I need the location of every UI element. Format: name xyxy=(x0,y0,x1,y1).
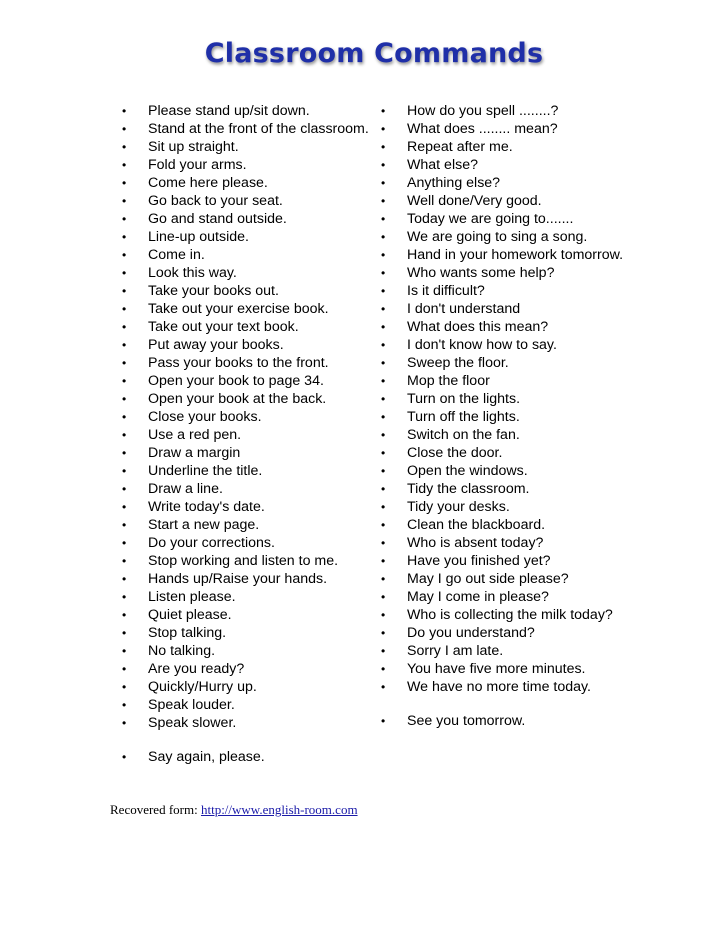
bullet-icon: • xyxy=(381,302,386,316)
bullet-icon: • xyxy=(381,194,386,208)
list-item-text: Draw a margin xyxy=(148,445,241,461)
list-item-text: I don't understand xyxy=(407,301,521,317)
bullet-icon: • xyxy=(122,698,127,712)
list-item-text: You have five more minutes. xyxy=(407,661,586,677)
list-item-text: Open your book to page 34. xyxy=(148,373,324,389)
list-item-text: Hand in your homework tomorrow. xyxy=(407,247,624,263)
bullet-icon: • xyxy=(381,714,386,728)
list-item xyxy=(381,246,643,264)
list-item-text: Open the windows. xyxy=(407,463,528,479)
list-item-text: Write today's date. xyxy=(148,499,265,515)
list-item-text: Is it difficult? xyxy=(407,283,485,299)
list-item xyxy=(122,156,377,174)
bullet-icon: • xyxy=(122,410,127,424)
list-item xyxy=(381,660,643,678)
list-item xyxy=(122,606,377,624)
list-item-text: Sorry I am late. xyxy=(407,643,504,659)
bullet-icon: • xyxy=(381,680,386,694)
list-item xyxy=(381,156,643,174)
bullet-icon: • xyxy=(122,392,127,406)
list-item xyxy=(381,624,643,642)
list-item-text: Close the door. xyxy=(407,445,503,461)
bullet-icon: • xyxy=(381,428,386,442)
list-item-text: Look this way. xyxy=(148,265,237,281)
list-item-text: Stand at the front of the classroom. xyxy=(148,121,369,137)
list-item xyxy=(381,174,643,192)
list-item-text: Take your books out. xyxy=(148,283,279,299)
list-item xyxy=(381,354,643,372)
bullet-icon: • xyxy=(381,608,386,622)
bullet-icon: • xyxy=(122,230,127,244)
bullet-icon: • xyxy=(122,176,127,190)
bullet-icon: • xyxy=(381,248,386,262)
bullet-icon: • xyxy=(381,410,386,424)
list-item-text: Use a red pen. xyxy=(148,427,242,443)
list-item-text: What does this mean? xyxy=(407,319,549,335)
list-item-text: What does ........ mean? xyxy=(407,121,558,137)
bullet-icon: • xyxy=(381,320,386,334)
bullet-icon: • xyxy=(381,590,386,604)
list-item-text: Repeat after me. xyxy=(407,139,513,155)
list-item xyxy=(122,552,377,570)
bullet-icon: • xyxy=(381,500,386,514)
list-item-text: Sit up straight. xyxy=(148,139,239,155)
list-item xyxy=(122,246,377,264)
bullet-icon: • xyxy=(381,572,386,586)
list-item xyxy=(122,498,377,516)
list-item xyxy=(122,696,377,714)
list-item xyxy=(122,120,377,138)
list-item xyxy=(381,480,643,498)
bullet-icon: • xyxy=(381,536,386,550)
bullet-icon: • xyxy=(122,554,127,568)
list-item-text: Listen please. xyxy=(148,589,236,605)
list-item xyxy=(381,498,643,516)
bullet-icon: • xyxy=(381,122,386,136)
bullet-icon: • xyxy=(381,338,386,352)
bullet-icon: • xyxy=(122,356,127,370)
list-item xyxy=(122,372,377,390)
list-item-text: Draw a line. xyxy=(148,481,223,497)
list-item-text: Quickly/Hurry up. xyxy=(148,679,257,695)
list-item xyxy=(122,282,377,300)
list-item xyxy=(122,570,377,588)
list-item-text: No talking. xyxy=(148,643,216,659)
bullet-icon: • xyxy=(122,536,127,550)
list-item xyxy=(381,192,643,210)
list-item xyxy=(122,678,377,696)
bullet-icon: • xyxy=(381,356,386,370)
bullet-icon: • xyxy=(122,716,127,730)
list-item xyxy=(122,174,377,192)
list-item xyxy=(381,102,643,120)
list-item-text: May I go out side please? xyxy=(407,571,569,587)
list-item xyxy=(122,480,377,498)
bullet-icon: • xyxy=(122,590,127,604)
list-item xyxy=(381,228,643,246)
list-item xyxy=(122,642,377,660)
bullet-icon: • xyxy=(381,518,386,532)
list-item xyxy=(381,516,643,534)
bullet-icon: • xyxy=(122,500,127,514)
list-item-text: What else? xyxy=(407,157,478,173)
bullet-icon: • xyxy=(122,518,127,532)
bullet-icon: • xyxy=(381,644,386,658)
list-item-text: Come here please. xyxy=(148,175,268,191)
list-item-text: Who is absent today? xyxy=(407,535,544,551)
list-item xyxy=(381,606,643,624)
list-item-text: Speak louder. xyxy=(148,697,235,713)
list-item-text: Switch on the fan. xyxy=(407,427,520,443)
list-item xyxy=(381,426,643,444)
list-item xyxy=(122,748,377,766)
list-item-text: Go back to your seat. xyxy=(148,193,283,209)
list-item-text: Start a new page. xyxy=(148,517,260,533)
bullet-icon: • xyxy=(381,446,386,460)
bullet-icon: • xyxy=(122,212,127,226)
bullet-icon: • xyxy=(122,194,127,208)
bullet-icon: • xyxy=(381,230,386,244)
list-item xyxy=(122,624,377,642)
list-item xyxy=(122,516,377,534)
list-item xyxy=(122,462,377,480)
list-item-text: Open your book at the back. xyxy=(148,391,327,407)
list-item xyxy=(381,210,643,228)
bullet-icon: • xyxy=(381,374,386,388)
list-item-text: Have you finished yet? xyxy=(407,553,551,569)
list-item-text: Turn off the lights. xyxy=(407,409,520,425)
bullet-icon: • xyxy=(122,122,127,136)
list-item-text: Stop working and listen to me. xyxy=(148,553,339,569)
list-item-text: Do you understand? xyxy=(407,625,535,641)
bullet-icon: • xyxy=(122,248,127,262)
list-item-text: Do your corrections. xyxy=(148,535,275,551)
list-item-text: See you tomorrow. xyxy=(407,713,526,729)
bullet-icon: • xyxy=(122,572,127,586)
list-item xyxy=(381,264,643,282)
list-item-text: Fold your arms. xyxy=(148,157,247,173)
list-item-text: I don't know how to say. xyxy=(407,337,557,353)
bullet-icon: • xyxy=(122,662,127,676)
list-item-text: Come in. xyxy=(148,247,205,263)
list-item xyxy=(381,462,643,480)
list-item xyxy=(122,138,377,156)
list-item-text: Put away your books. xyxy=(148,337,284,353)
list-item-text: Today we are going to....... xyxy=(407,211,574,227)
source-link[interactable]: http://www.english-room.com xyxy=(200,802,358,817)
list-item xyxy=(122,354,377,372)
list-item xyxy=(122,336,377,354)
list-item-text: Take out your text book. xyxy=(148,319,299,335)
bullet-icon: • xyxy=(122,338,127,352)
bullet-icon: • xyxy=(381,104,386,118)
list-item xyxy=(381,390,643,408)
bullet-icon: • xyxy=(381,554,386,568)
list-item-text: May I come in please? xyxy=(407,589,549,605)
bullet-icon: • xyxy=(381,392,386,406)
left-command-list xyxy=(122,102,377,766)
bullet-icon: • xyxy=(381,266,386,280)
list-item-text: Close your books. xyxy=(148,409,262,425)
list-item xyxy=(381,318,643,336)
list-item xyxy=(122,660,377,678)
bullet-icon: • xyxy=(381,284,386,298)
list-item xyxy=(122,264,377,282)
list-item xyxy=(122,300,377,318)
list-item-text: Are you ready? xyxy=(148,661,245,677)
bullet-icon: • xyxy=(381,482,386,496)
list-item-text: Hands up/Raise your hands. xyxy=(148,571,328,587)
list-item-text: Tidy the classroom. xyxy=(407,481,530,497)
list-item xyxy=(122,390,377,408)
bullet-icon: • xyxy=(122,104,127,118)
list-item-text: Well done/Very good. xyxy=(407,193,542,209)
list-item-text: Stop talking. xyxy=(148,625,227,641)
page-title: Classroom Commands xyxy=(204,38,544,69)
list-item xyxy=(122,228,377,246)
list-item-text: Who wants some help? xyxy=(407,265,555,281)
bullet-icon: • xyxy=(381,158,386,172)
bullet-icon: • xyxy=(122,750,127,764)
bullet-icon: • xyxy=(122,680,127,694)
list-item xyxy=(381,678,643,696)
footer-label: Recovered form: xyxy=(110,802,201,817)
bullet-icon: • xyxy=(122,428,127,442)
list-item-text: Mop the floor xyxy=(407,373,490,389)
source-footer xyxy=(110,802,358,818)
bullet-icon: • xyxy=(122,302,127,316)
list-item xyxy=(122,444,377,462)
list-item xyxy=(381,534,643,552)
list-item-text: Line-up outside. xyxy=(148,229,249,245)
list-item xyxy=(381,588,643,606)
list-item-text: Speak slower. xyxy=(148,715,237,731)
list-item-text: Tidy your desks. xyxy=(407,499,510,515)
list-item xyxy=(122,588,377,606)
list-item-text: Anything else? xyxy=(407,175,501,191)
bullet-icon: • xyxy=(122,482,127,496)
bullet-icon: • xyxy=(122,140,127,154)
list-item-text: Clean the blackboard. xyxy=(407,517,546,533)
bullet-icon: • xyxy=(381,212,386,226)
bullet-icon: • xyxy=(381,662,386,676)
bullet-icon: • xyxy=(381,176,386,190)
list-item xyxy=(122,210,377,228)
list-item xyxy=(381,138,643,156)
list-item xyxy=(122,318,377,336)
list-item xyxy=(381,372,643,390)
list-item xyxy=(122,408,377,426)
right-command-list xyxy=(381,102,643,730)
list-item xyxy=(381,408,643,426)
list-item-text: Take out your exercise book. xyxy=(148,301,329,317)
list-item-text: We are going to sing a song. xyxy=(407,229,588,245)
list-item xyxy=(381,444,643,462)
list-item xyxy=(381,570,643,588)
bullet-icon: • xyxy=(122,266,127,280)
list-item-text: Underline the title. xyxy=(148,463,263,479)
list-item xyxy=(122,426,377,444)
list-item xyxy=(122,102,377,120)
bullet-icon: • xyxy=(122,608,127,622)
list-item xyxy=(381,712,643,730)
list-item xyxy=(381,300,643,318)
bullet-icon: • xyxy=(122,320,127,334)
list-item-text: Please stand up/sit down. xyxy=(148,103,310,119)
list-item-text: Turn on the lights. xyxy=(407,391,521,407)
list-item-text: Go and stand outside. xyxy=(148,211,287,227)
list-item xyxy=(381,642,643,660)
list-item xyxy=(381,336,643,354)
bullet-icon: • xyxy=(122,284,127,298)
list-item-text: Sweep the floor. xyxy=(407,355,509,371)
bullet-icon: • xyxy=(122,158,127,172)
list-item xyxy=(381,282,643,300)
list-item-text: How do you spell ........? xyxy=(407,103,559,119)
list-item-text: Pass your books to the front. xyxy=(148,355,329,371)
list-item xyxy=(122,192,377,210)
list-item xyxy=(381,552,643,570)
list-item-text: We have no more time today. xyxy=(407,679,591,695)
list-item-text: Say again, please. xyxy=(148,749,265,765)
bullet-icon: • xyxy=(122,644,127,658)
list-item xyxy=(122,534,377,552)
bullet-icon: • xyxy=(381,626,386,640)
list-item-text: Who is collecting the milk today? xyxy=(407,607,613,623)
bullet-icon: • xyxy=(381,140,386,154)
list-item xyxy=(381,120,643,138)
bullet-icon: • xyxy=(122,446,127,460)
bullet-icon: • xyxy=(122,464,127,478)
list-item-text: Quiet please. xyxy=(148,607,232,623)
list-item xyxy=(122,714,377,732)
bullet-icon: • xyxy=(122,374,127,388)
bullet-icon: • xyxy=(381,464,386,478)
bullet-icon: • xyxy=(122,626,127,640)
